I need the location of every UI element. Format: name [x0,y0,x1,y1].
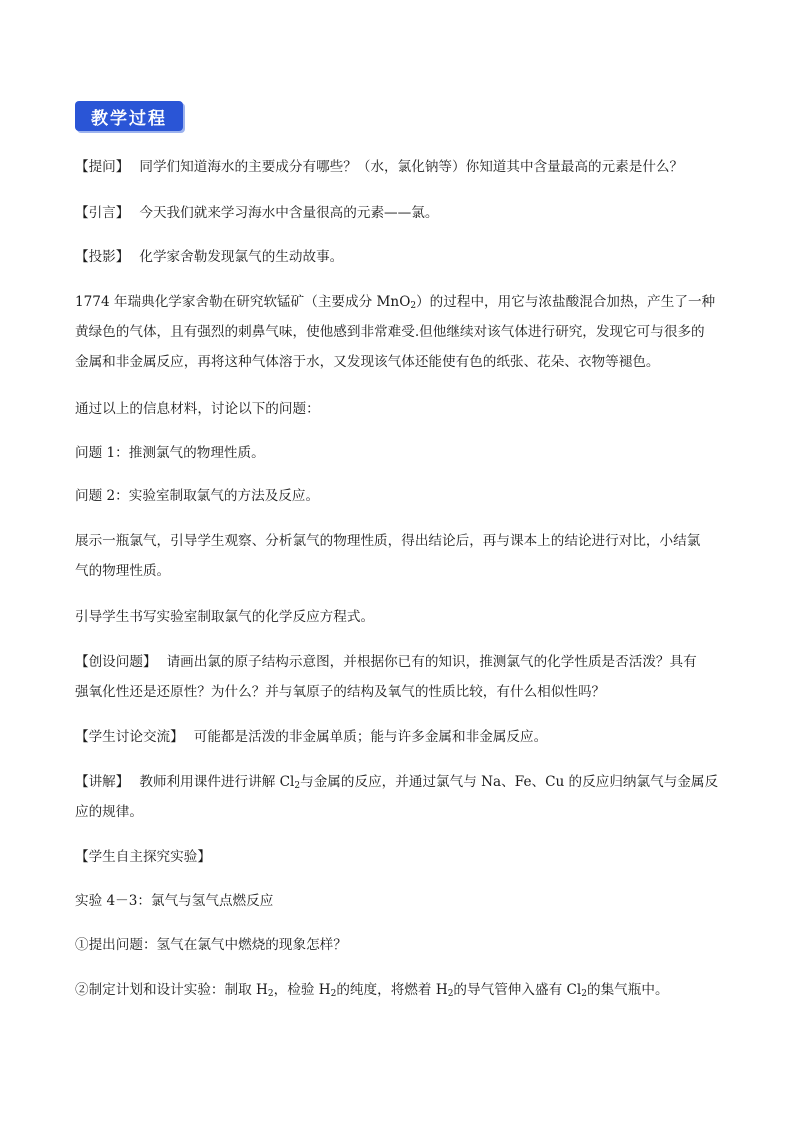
tag-projection: 【投影】 [75,249,130,265]
tag-intro: 【引言】 [75,205,130,221]
paragraph-student-discussion: 【学生讨论交流】 可能都是活泼的非金属单质；能与许多金属和非金属反应。 [75,729,548,745]
paragraph-projection [75,241,720,273]
tag-student-discussion: 【学生讨论交流】 [75,729,184,745]
paragraph-step-1: ①提出问题：氢气在氯气中燃烧的现象怎样？ [75,937,347,953]
tag-lecture: 【讲解】 [75,774,130,790]
paragraph-intro [75,197,720,229]
paragraph-experiment-title: 实验 4－3：氯气与氢气点燃反应 [75,893,274,909]
paragraph-question [75,151,720,183]
paragraph-demo-line-1: 展示一瓶氯气，引导学生观察、分析氯气的物理性质，得出结论后，再与课本上的结论进行对比，小结氯 [75,533,701,549]
story-line-2: 黄绿色的气体，且有强烈的刺鼻气味，使他感到非常难受.但他继续对该气体进行研究，发现它可与很多的 [75,324,705,340]
intro-text: 今天我们就来学习海水中含量很高的元素——氯。 [139,205,439,221]
paragraph-question-2: 问题 2：实验室制取氯气的方法及反应。 [75,488,320,504]
paragraph-step-2: ②制定计划和设计实验：制取 $H_2$，检验 $H_2$的纯度，将燃着 $H_2$的导气管伸入盛有 $Cl_2$的集气瓶中。 [75,982,669,999]
story-line-1: 1774 年瑞典化学家舍勒在研究软锰矿（主要成分 MnO$_2$）的过程中，用它与浓盐酸混合加热，产生了一种 [75,294,716,311]
paragraph-lecture-line-1: 【讲解】 教师利用课件进行讲解 $Cl_2$与金属的反应，并通过氯气与 Na、Fe、Cu 的反应归纳氯气与金属反 [75,774,719,791]
paragraph-demo-line-2: 气的物理性质。 [75,563,171,579]
paragraph-equation-guide: 引导学生书写实验室制取氯气的化学反应方程式。 [75,609,375,625]
paragraph-question-1: 问题 1：推测氯气的物理性质。 [75,445,265,461]
story-line-3: 金属和非金属反应，再将这种气体溶于水，又发现该气体还能使有色的纸张、花朵、衣物等褪色。 [75,354,660,370]
section-title-badge: 教学过程 [75,101,183,131]
paragraph-discussion-lead: 通过以上的信息材料，讨论以下的问题： [75,401,320,417]
paragraph-create-question-line-1: 【创设问题】 请画出氯的原子结构示意图，并根据你已有的知识，推测氯气的化学性质是否活泼？具有 [75,654,697,670]
paragraph-self-exploration: 【学生自主探究实验】 [75,849,211,865]
tag-create-question: 【创设问题】 [75,654,157,670]
question-text: 同学们知道海水的主要成分有哪些？（水，氯化钠等）你知道其中含量最高的元素是什么？ [139,159,684,175]
paragraph-create-question-line-2: 强氧化性还是还原性？为什么？并与氧原子的结构及氧气的性质比较，有什么相似性吗？ [75,684,606,700]
tag-question: 【提问】 [75,159,130,175]
paragraph-lecture-line-2: 应的规律。 [75,804,143,820]
projection-text: 化学家舍勒发现氯气的生动故事。 [139,249,344,265]
